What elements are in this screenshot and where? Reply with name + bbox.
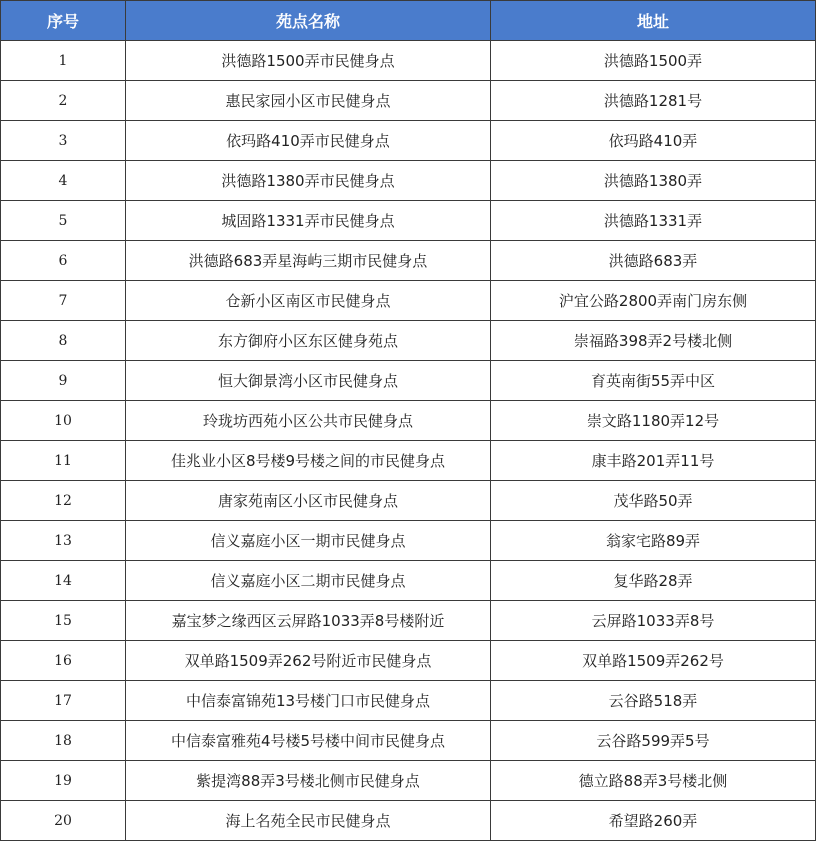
row-index-cell: 10: [1, 401, 126, 441]
row-index-cell: 11: [1, 441, 126, 481]
row-address-cell: 洪德路1331弄: [491, 201, 816, 241]
row-index-cell: 1: [1, 41, 126, 81]
row-index-cell: 5: [1, 201, 126, 241]
row-name-cell: 嘉宝梦之缘西区云屏路1033弄8号楼附近: [126, 601, 491, 641]
row-index-cell: 14: [1, 561, 126, 601]
row-address-cell: 康丰路201弄11号: [491, 441, 816, 481]
table-row: [1, 161, 816, 201]
table-row: [1, 681, 816, 721]
row-name-cell: 双单路1509弄262号附近市民健身点: [126, 641, 491, 681]
row-index-cell: 3: [1, 121, 126, 161]
table-row: [1, 41, 816, 81]
row-name-cell: 惠民家园小区市民健身点: [126, 81, 491, 121]
row-address-cell: 希望路260弄: [491, 801, 816, 841]
row-name-cell: 海上名苑全民市民健身点: [126, 801, 491, 841]
table-row: [1, 281, 816, 321]
row-index-cell: 16: [1, 641, 126, 681]
row-address-cell: 德立路88弄3号楼北侧: [491, 761, 816, 801]
row-address-cell: 依玛路410弄: [491, 121, 816, 161]
table-row: [1, 601, 816, 641]
row-index-cell: 9: [1, 361, 126, 401]
table-row: [1, 201, 816, 241]
row-index-cell: 15: [1, 601, 126, 641]
row-name-cell: 依玛路410弄市民健身点: [126, 121, 491, 161]
row-index-cell: 8: [1, 321, 126, 361]
table-row: [1, 121, 816, 161]
row-name-cell: 洪德路683弄星海屿三期市民健身点: [126, 241, 491, 281]
row-address-cell: 云谷路599弄5号: [491, 721, 816, 761]
row-name-cell: 恒大御景湾小区市民健身点: [126, 361, 491, 401]
column-header-address: 地址: [491, 1, 816, 41]
row-index-cell: 2: [1, 81, 126, 121]
row-index-cell: 6: [1, 241, 126, 281]
row-address-cell: 洪德路1500弄: [491, 41, 816, 81]
row-address-cell: 洪德路1281号: [491, 81, 816, 121]
table-row: [1, 241, 816, 281]
table-row: [1, 401, 816, 441]
table-row: [1, 441, 816, 481]
row-address-cell: 育英南街55弄中区: [491, 361, 816, 401]
row-address-cell: 洪德路1380弄: [491, 161, 816, 201]
row-index-cell: 20: [1, 801, 126, 841]
column-header-name: 苑点名称: [126, 1, 491, 41]
row-index-cell: 13: [1, 521, 126, 561]
table-body: [1, 41, 816, 841]
row-address-cell: 双单路1509弄262号: [491, 641, 816, 681]
row-name-cell: 信义嘉庭小区二期市民健身点: [126, 561, 491, 601]
row-name-cell: 中信泰富雅苑4号楼5号楼中间市民健身点: [126, 721, 491, 761]
row-name-cell: 中信泰富锦苑13号楼门口市民健身点: [126, 681, 491, 721]
column-header-index: 序号: [1, 1, 126, 41]
row-index-cell: 7: [1, 281, 126, 321]
table-row: [1, 481, 816, 521]
row-name-cell: 城固路1331弄市民健身点: [126, 201, 491, 241]
row-name-cell: 玲珑坊西苑小区公共市民健身点: [126, 401, 491, 441]
row-index-cell: 4: [1, 161, 126, 201]
row-name-cell: 洪德路1500弄市民健身点: [126, 41, 491, 81]
row-address-cell: 洪德路683弄: [491, 241, 816, 281]
table-row: [1, 561, 816, 601]
row-address-cell: 云谷路518弄: [491, 681, 816, 721]
row-name-cell: 唐家苑南区小区市民健身点: [126, 481, 491, 521]
row-index-cell: 12: [1, 481, 126, 521]
table-row: [1, 721, 816, 761]
row-index-cell: 19: [1, 761, 126, 801]
table-row: [1, 801, 816, 841]
row-address-cell: 云屏路1033弄8号: [491, 601, 816, 641]
table-row: [1, 641, 816, 681]
row-name-cell: 佳兆业小区8号楼9号楼之间的市民健身点: [126, 441, 491, 481]
row-name-cell: 仓新小区南区市民健身点: [126, 281, 491, 321]
table-row: [1, 521, 816, 561]
row-address-cell: 翁家宅路89弄: [491, 521, 816, 561]
row-address-cell: 复华路28弄: [491, 561, 816, 601]
row-name-cell: 紫提湾88弄3号楼北侧市民健身点: [126, 761, 491, 801]
table-row: [1, 361, 816, 401]
row-address-cell: 崇福路398弄2号楼北侧: [491, 321, 816, 361]
row-name-cell: 洪德路1380弄市民健身点: [126, 161, 491, 201]
row-address-cell: 崇文路1180弄12号: [491, 401, 816, 441]
table-row: [1, 321, 816, 361]
row-name-cell: 东方御府小区东区健身苑点: [126, 321, 491, 361]
table-row: [1, 761, 816, 801]
row-index-cell: 18: [1, 721, 126, 761]
row-address-cell: 沪宜公路2800弄南门房东侧: [491, 281, 816, 321]
row-name-cell: 信义嘉庭小区一期市民健身点: [126, 521, 491, 561]
table-row: [1, 81, 816, 121]
row-address-cell: 茂华路50弄: [491, 481, 816, 521]
table-header-row: [1, 1, 816, 41]
row-index-cell: 17: [1, 681, 126, 721]
